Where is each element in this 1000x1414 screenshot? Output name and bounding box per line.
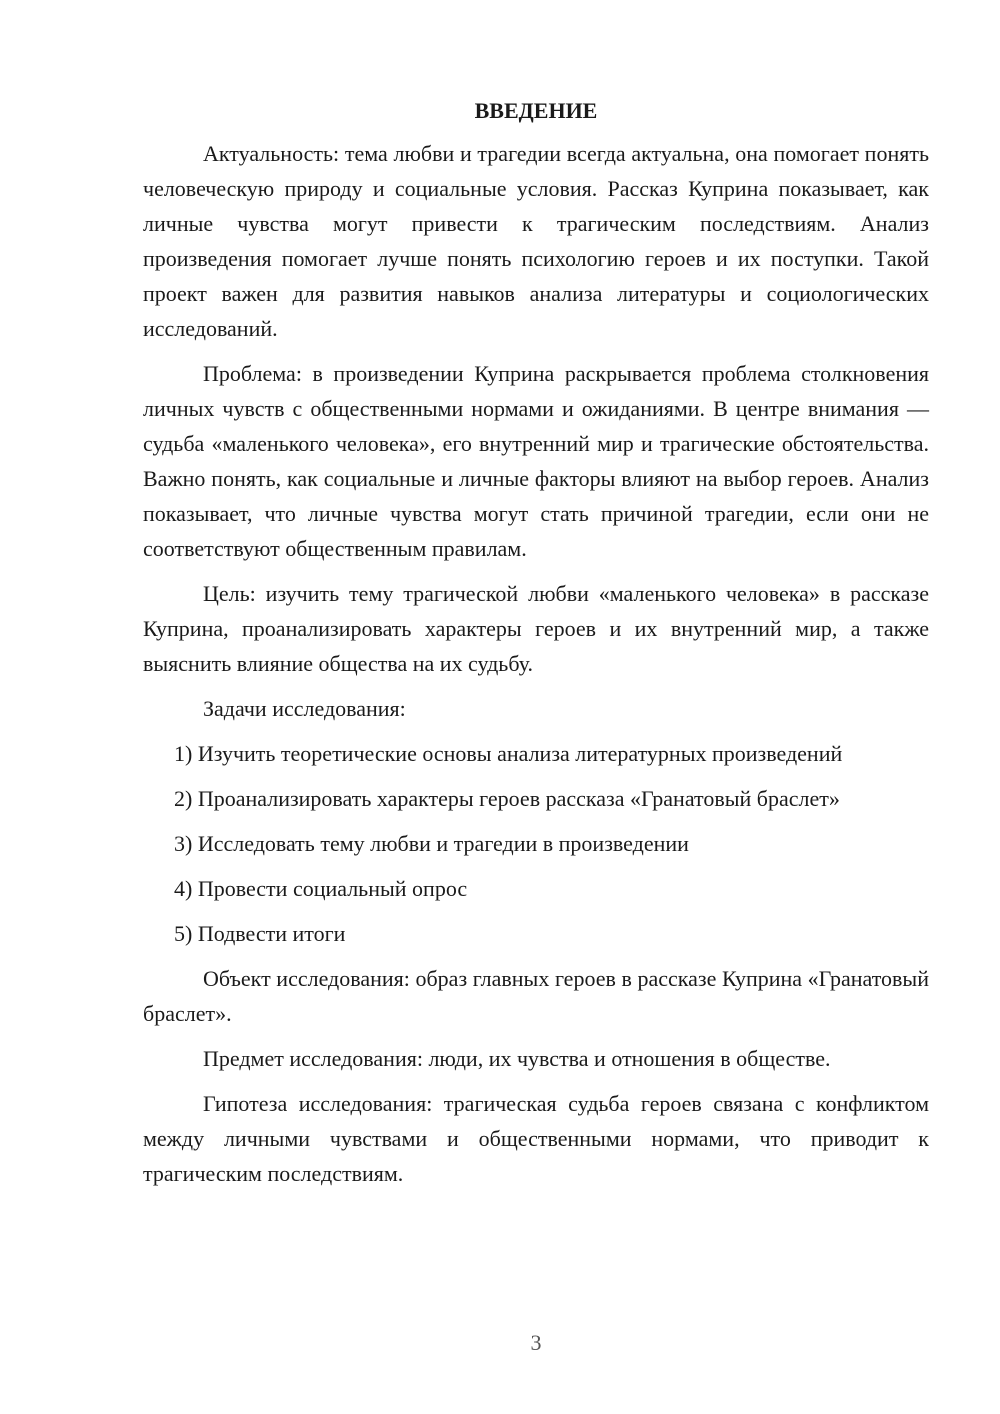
page-number: 3 (530, 1330, 542, 1355)
paragraph-problem: Проблема: в произведении Куприна раскрывается проблема столкновения личных чувств с общественными нормами и ожиданиями. В центре внимания — судьба «маленького человека», его внутренний мир и трагические обстоятельства. Важно понять, как социальные и личные факторы влияют на выбор героев. Анализ показывает, что личные чувства могут стать причиной трагедии, если они не соответствуют общественным правилам. (143, 361, 929, 561)
paragraph-subject: Предмет исследования: люди, их чувства и отношения в обществе. (203, 1046, 831, 1071)
document-page (143, 96, 929, 1201)
page-title: ВВЕДЕНИЕ (474, 98, 598, 123)
list-item-task-1: 1) Изучить теоретические основы анализа литературных произведений (174, 741, 843, 766)
list-item-task-2: 2) Проанализировать характеры героев рассказа «Гранатовый браслет» (174, 786, 840, 811)
list-item-task-3: 3) Исследовать тему любви и трагедии в произведении (174, 831, 689, 856)
list-item-task-5: 5) Подвести итоги (174, 921, 346, 946)
paragraph-hypothesis: Гипотеза исследования: трагическая судьба героев связана с конфликтом между личными чувствами и общественными нормами, что приводит к трагическим последствиям. (143, 1091, 929, 1186)
paragraph-relevance: Актуальность: тема любви и трагедии всегда актуальна, она помогает понять человеческую природу и социальные условия. Рассказ Куприна показывает, как личные чувства могут привести к трагическим последствиям. Анализ произведения помогает лучше понять психологию героев и их поступки. Такой проект важен для развития навыков анализа литературы и социологических исследований. (143, 141, 929, 341)
paragraph-goal: Цель: изучить тему трагической любви «маленького человека» в рассказе Куприна, проанализировать характеры героев и их внутренний мир, а также выяснить влияние общества на их судьбу. (143, 581, 929, 676)
paragraph-tasks-intro: Задачи исследования: (203, 696, 406, 721)
paragraph-object: Объект исследования: образ главных героев в рассказе Куприна «Гранатовый браслет». (143, 966, 929, 1026)
list-item-task-4: 4) Провести социальный опрос (174, 876, 468, 901)
